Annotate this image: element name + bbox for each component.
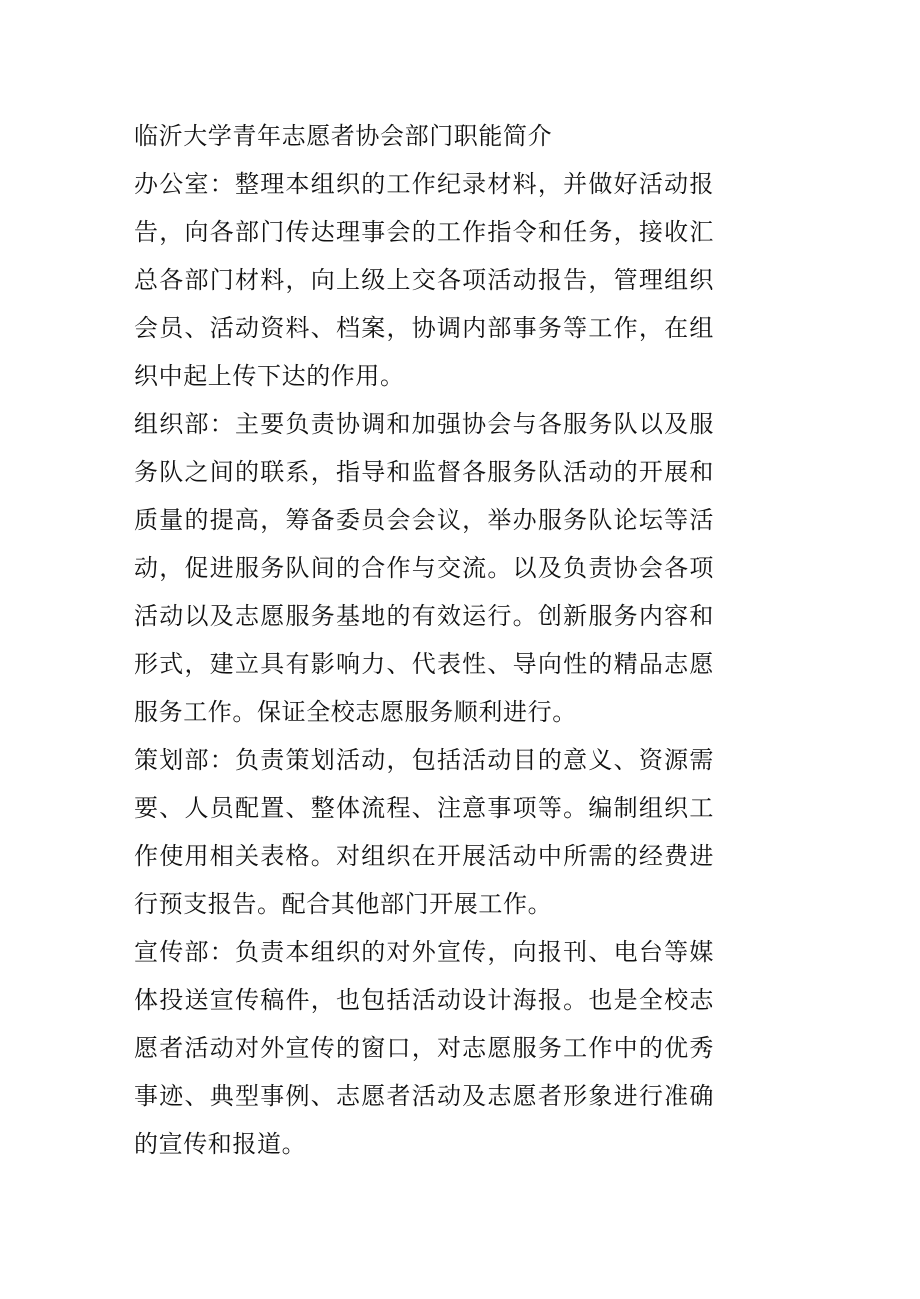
section-organization: 组织部：主要负责协调和加强协会与各服务队以及服务队之间的联系，指导和监督各服务队活动的开展和质量的提高，筹备委员会会议，举办服务队论坛等活动，促进服务队间的合作与交流。以及负责协会各项活动以及志愿服务基地的有效运行。创新服务内容和形式，建立具有影响力、代表性、导向性的精品志愿服务工作。保证全校志愿服务顺利进行。 [134, 410, 714, 726]
section-planning: 策划部：负责策划活动，包括活动目的意义、资源需要、人员配置、整体流程、注意事项等。编制组织工作使用相关表格。对组织在开展活动中所需的经费进行预支报告。配合其他部门开展工作。 [134, 746, 714, 918]
section-office: 办公室：整理本组织的工作纪录材料，并做好活动报告，向各部门传达理事会的工作指令和任务，接收汇总各部门材料，向上级上交各项活动报告，管理组织会员、活动资料、档案，协调内部事务等工作，在组织中起上传下达的作用。 [134, 170, 714, 390]
document-page [134, 112, 714, 1168]
document-title: 临沂大学青年志愿者协会部门职能简介 [134, 122, 553, 150]
section-publicity: 宣传部：负责本组织的对外宣传，向报刊、电台等媒体投送宣传稿件，也包括活动设计海报。也是全校志愿者活动对外宣传的窗口，对志愿服务工作中的优秀事迹、典型事例、志愿者活动及志愿者形象进行准确的宣传和报道。 [134, 938, 714, 1158]
